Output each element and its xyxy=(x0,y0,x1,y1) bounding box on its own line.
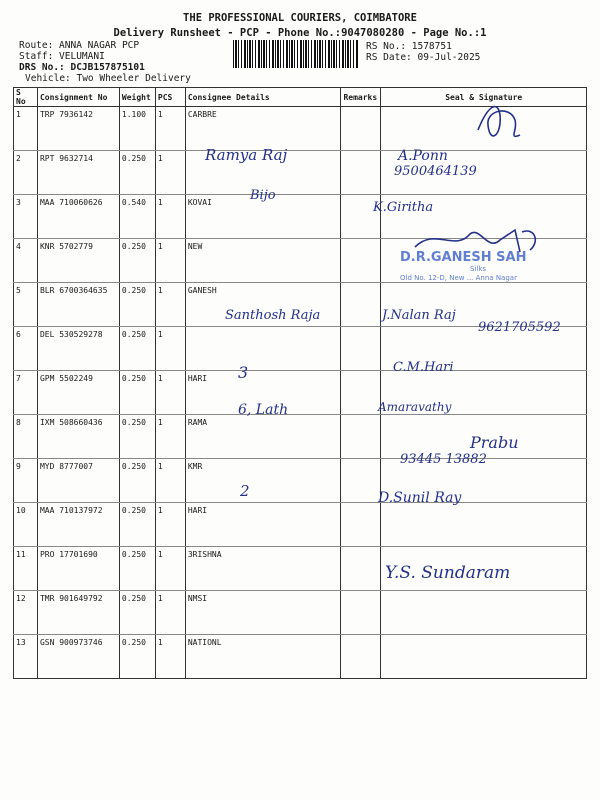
col-sno: S No xyxy=(14,88,38,107)
cell-remarks xyxy=(341,371,381,415)
cell-pcs: 1 xyxy=(155,547,185,591)
rs-date: RS Date: 09-Jul-2025 xyxy=(366,52,481,63)
stamp-shop: Silks xyxy=(470,265,487,273)
cell-weight: 0.540 xyxy=(119,195,155,239)
staff-label: Staff: VELUMANI xyxy=(19,51,105,62)
cell-remarks xyxy=(341,107,381,151)
cell-remarks xyxy=(341,591,381,635)
col-signature: Seal & Signature xyxy=(381,88,587,107)
cell-pcs: 1 xyxy=(155,195,185,239)
cell-consignment: MYD 8777007 xyxy=(37,459,119,503)
col-pcs: PCS xyxy=(155,88,185,107)
cell-consignee: GANESH xyxy=(185,283,341,327)
handwritten-consignee: Ramya Raj xyxy=(205,146,288,164)
cell-signature xyxy=(381,591,587,635)
cell-weight: 0.250 xyxy=(119,591,155,635)
cell-sno: 4 xyxy=(14,239,38,283)
drs-number: DRS No.: DCJB157875101 xyxy=(19,62,145,73)
cell-pcs: 1 xyxy=(155,415,185,459)
stamp-address: Old No. 12-D, New ... Anna Nagar xyxy=(400,274,517,282)
route-label: Route: ANNA NAGAR PCP xyxy=(19,40,140,51)
cell-weight: 0.250 xyxy=(119,283,155,327)
cell-pcs: 1 xyxy=(155,503,185,547)
cell-weight: 0.250 xyxy=(119,151,155,195)
cell-signature xyxy=(381,503,587,547)
cell-consignee: NEW xyxy=(185,239,341,283)
cell-consignee: RAMA xyxy=(185,415,341,459)
handwritten-signature: C.M.Hari xyxy=(393,360,454,375)
cell-remarks xyxy=(341,459,381,503)
cell-consignee: 3RISHNA xyxy=(185,547,341,591)
cell-sno: 3 xyxy=(14,195,38,239)
handwritten-phone: 9500464139 xyxy=(394,164,477,179)
handwritten-signature: J.Nalan Raj xyxy=(382,308,456,323)
handwritten-phone: 9621705592 xyxy=(478,320,561,335)
cell-consignment: MAA 710137972 xyxy=(37,503,119,547)
cell-remarks xyxy=(341,151,381,195)
cell-remarks xyxy=(341,327,381,371)
cell-weight: 1.100 xyxy=(119,107,155,151)
cell-pcs: 1 xyxy=(155,283,185,327)
signature-scribble xyxy=(470,95,530,150)
rs-number: RS No.: 1578751 xyxy=(366,41,452,52)
handwritten-consignee: 3 xyxy=(238,363,249,382)
cell-remarks xyxy=(341,547,381,591)
cell-weight: 0.250 xyxy=(119,547,155,591)
company-title: THE PROFESSIONAL COURIERS, COIMBATORE xyxy=(183,12,417,24)
col-consignee: Consignee Details xyxy=(185,88,341,107)
vehicle-label: Vehicle: Two Wheeler Delivery xyxy=(25,73,191,84)
barcode xyxy=(233,40,359,68)
handwritten-signature: K.Giritha xyxy=(373,200,434,215)
col-remarks: Remarks xyxy=(341,88,381,107)
handwritten-phone: 93445 13882 xyxy=(400,452,487,467)
table-row xyxy=(14,371,587,415)
handwritten-signature: Prabu xyxy=(470,433,519,452)
company-stamp xyxy=(400,250,550,305)
cell-weight: 0.250 xyxy=(119,371,155,415)
cell-consignee: KOVAI xyxy=(185,195,341,239)
cell-consignment: TMR 901649792 xyxy=(37,591,119,635)
cell-sno: 8 xyxy=(14,415,38,459)
table-row xyxy=(14,503,587,547)
cell-remarks xyxy=(341,635,381,679)
cell-consignment: TRP 7936142 xyxy=(37,107,119,151)
cell-sno: 12 xyxy=(14,591,38,635)
cell-weight: 0.250 xyxy=(119,459,155,503)
handwritten-signature: Amaravathy xyxy=(378,400,452,414)
cell-pcs: 1 xyxy=(155,107,185,151)
cell-sno: 9 xyxy=(14,459,38,503)
cell-pcs: 1 xyxy=(155,635,185,679)
cell-pcs: 1 xyxy=(155,459,185,503)
cell-consignment: GSN 900973746 xyxy=(37,635,119,679)
cell-consignment: DEL 530529278 xyxy=(37,327,119,371)
col-consignment: Consignment No xyxy=(37,88,119,107)
cell-consignee: HARI xyxy=(185,371,341,415)
cell-sno: 1 xyxy=(14,107,38,151)
cell-sno: 11 xyxy=(14,547,38,591)
cell-consignee xyxy=(185,327,341,371)
cell-pcs: 1 xyxy=(155,151,185,195)
table-row xyxy=(14,591,587,635)
cell-signature xyxy=(381,635,587,679)
cell-sno: 6 xyxy=(14,327,38,371)
cell-sno: 5 xyxy=(14,283,38,327)
handwritten-signature: A.Ponn xyxy=(398,148,448,164)
table-row xyxy=(14,151,587,195)
table-row xyxy=(14,635,587,679)
handwritten-consignee: 6, Lath xyxy=(238,402,289,418)
cell-sno: 2 xyxy=(14,151,38,195)
cell-consignment: KNR 5702779 xyxy=(37,239,119,283)
handwritten-signature: D.Sunil Ray xyxy=(378,490,462,506)
handwritten-consignee: Bijo xyxy=(250,188,276,203)
cell-remarks xyxy=(341,283,381,327)
cell-consignment: BLR 6700364635 xyxy=(37,283,119,327)
runsheet-table xyxy=(13,87,587,679)
cell-weight: 0.250 xyxy=(119,635,155,679)
cell-sno: 7 xyxy=(14,371,38,415)
cell-weight: 0.250 xyxy=(119,327,155,371)
cell-consignee: NMSI xyxy=(185,591,341,635)
cell-pcs: 1 xyxy=(155,591,185,635)
cell-consignee: KMR xyxy=(185,459,341,503)
cell-weight: 0.250 xyxy=(119,415,155,459)
cell-weight: 0.250 xyxy=(119,239,155,283)
handwritten-consignee: 2 xyxy=(240,482,250,500)
cell-sno: 10 xyxy=(14,503,38,547)
cell-remarks xyxy=(341,239,381,283)
cell-weight: 0.250 xyxy=(119,503,155,547)
col-weight: Weight xyxy=(119,88,155,107)
cell-pcs: 1 xyxy=(155,239,185,283)
cell-consignee: CARBRE xyxy=(185,107,341,151)
cell-pcs: 1 xyxy=(155,371,185,415)
cell-consignment: GPM 5502249 xyxy=(37,371,119,415)
cell-remarks xyxy=(341,503,381,547)
handwritten-consignee: Santhosh Raja xyxy=(225,308,321,323)
cell-consignment: IXM 508660436 xyxy=(37,415,119,459)
cell-consignment: PRO 17701690 xyxy=(37,547,119,591)
cell-remarks xyxy=(341,415,381,459)
stamp-name: D.R.GANESH SAH xyxy=(400,250,527,265)
table-row xyxy=(14,459,587,503)
cell-pcs: 1 xyxy=(155,327,185,371)
runsheet-subtitle: Delivery Runsheet - PCP - Phone No.:9047080280 - Page No.:1 xyxy=(113,27,487,39)
handwritten-signature: Y.S. Sundaram xyxy=(385,563,511,583)
cell-consignee: NATIONL xyxy=(185,635,341,679)
cell-sno: 13 xyxy=(14,635,38,679)
cell-consignment: MAA 710060626 xyxy=(37,195,119,239)
cell-consignee: HARI xyxy=(185,503,341,547)
cell-consignment: RPT 9632714 xyxy=(37,151,119,195)
